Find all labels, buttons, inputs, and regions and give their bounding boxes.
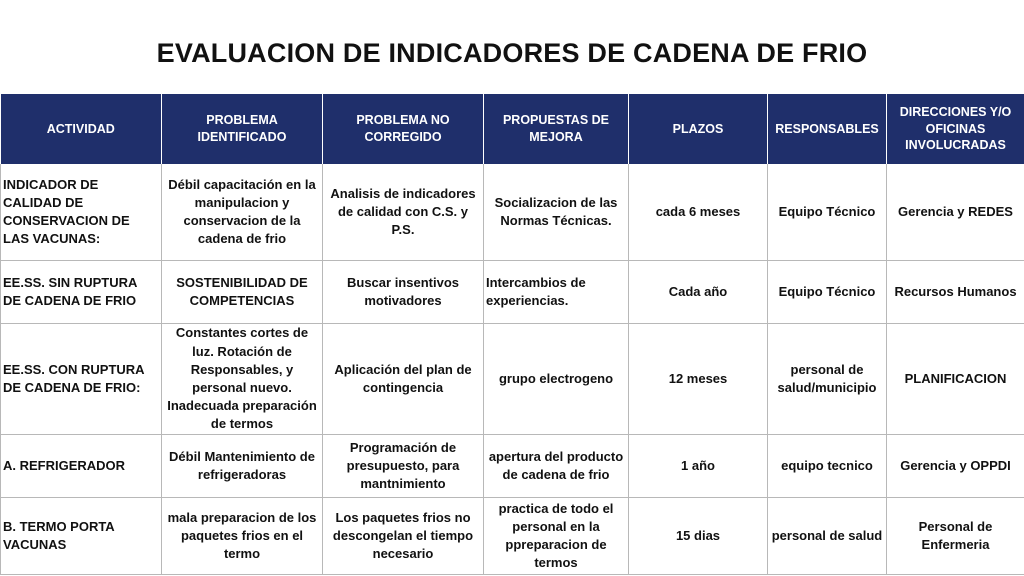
cell-problema-identificado: SOSTENIBILIDAD DE COMPETENCIAS xyxy=(162,261,323,324)
header-responsables: RESPONSABLES xyxy=(768,94,887,164)
cell-propuestas: practica de todo el personal en la ppreparacion de termos xyxy=(484,498,629,575)
table-row xyxy=(1,324,1024,435)
cell-responsables: personal de salud/municipio xyxy=(768,324,887,435)
cell-propuestas: apertura del producto de cadena de frio xyxy=(484,435,629,498)
cell-direcciones: Gerencia y OPPDI xyxy=(887,435,1024,498)
cell-plazos: 15 dias xyxy=(629,498,768,575)
cell-direcciones: PLANIFICACION xyxy=(887,324,1024,435)
cell-actividad: EE.SS. CON RUPTURA DE CADENA DE FRIO: xyxy=(1,324,162,435)
cell-actividad: EE.SS. SIN RUPTURA DE CADENA DE FRIO xyxy=(1,261,162,324)
cell-plazos: 1 año xyxy=(629,435,768,498)
cell-problema-identificado: Constantes cortes de luz. Rotación de Responsables, y personal nuevo. Inadecuada preparación de termos xyxy=(162,324,323,435)
cell-propuestas: Intercambios de experiencias. xyxy=(484,261,629,324)
page-title: EVALUACION DE INDICADORES DE CADENA DE FRIO xyxy=(156,38,868,68)
cell-responsables: Equipo Técnico xyxy=(768,261,887,324)
cell-actividad: B. TERMO PORTA VACUNAS xyxy=(1,498,162,575)
cell-plazos: 12 meses xyxy=(629,324,768,435)
header-actividad: ACTIVIDAD xyxy=(1,94,162,164)
cell-direcciones: Personal de Enfermeria xyxy=(887,498,1024,575)
cell-problema-identificado: mala preparacion de los paquetes frios en el termo xyxy=(162,498,323,575)
cell-propuestas: Socializacion de las Normas Técnicas. xyxy=(484,164,629,261)
cell-problema-no-corregido: Programación de presupuesto, para mantnimiento xyxy=(323,435,484,498)
cell-responsables: Equipo Técnico xyxy=(768,164,887,261)
cell-problema-no-corregido: Los paquetes frios no descongelan el tiempo necesario xyxy=(323,498,484,575)
cell-problema-no-corregido: Analisis de indicadores de calidad con C.S. y P.S. xyxy=(323,164,484,261)
cell-actividad: INDICADOR DE CALIDAD DE CONSERVACION DE LAS VACUNAS: xyxy=(1,164,162,261)
header-direcciones: DIRECCIONES Y/O OFICINAS INVOLUCRADAS xyxy=(887,94,1024,164)
cell-responsables: personal de salud xyxy=(768,498,887,575)
cell-problema-no-corregido: Buscar insentivos motivadores xyxy=(323,261,484,324)
cell-direcciones: Recursos Humanos xyxy=(887,261,1024,324)
cell-propuestas: grupo electrogeno xyxy=(484,324,629,435)
cell-actividad: A. REFRIGERADOR xyxy=(1,435,162,498)
cell-problema-identificado: Débil Mantenimiento de refrigeradoras xyxy=(162,435,323,498)
table-header-row xyxy=(1,94,1024,164)
indicators-table xyxy=(0,94,1024,575)
table-row xyxy=(1,261,1024,324)
cell-responsables: equipo tecnico xyxy=(768,435,887,498)
header-plazos: PLAZOS xyxy=(629,94,768,164)
table-row xyxy=(1,435,1024,498)
header-problema-identificado: PROBLEMA IDENTIFICADO xyxy=(162,94,323,164)
header-propuestas-de-mejora: PROPUESTAS DE MEJORA xyxy=(484,94,629,164)
cell-problema-identificado: Débil capacitación en la manipulacion y conservacion de la cadena de frio xyxy=(162,164,323,261)
table-row xyxy=(1,164,1024,261)
table-row xyxy=(1,498,1024,575)
cell-direcciones: Gerencia y REDES xyxy=(887,164,1024,261)
cell-plazos: Cada año xyxy=(629,261,768,324)
cell-problema-no-corregido: Aplicación del plan de contingencia xyxy=(323,324,484,435)
cell-plazos: cada 6 meses xyxy=(629,164,768,261)
header-problema-no-corregido: PROBLEMA NO CORREGIDO xyxy=(323,94,484,164)
